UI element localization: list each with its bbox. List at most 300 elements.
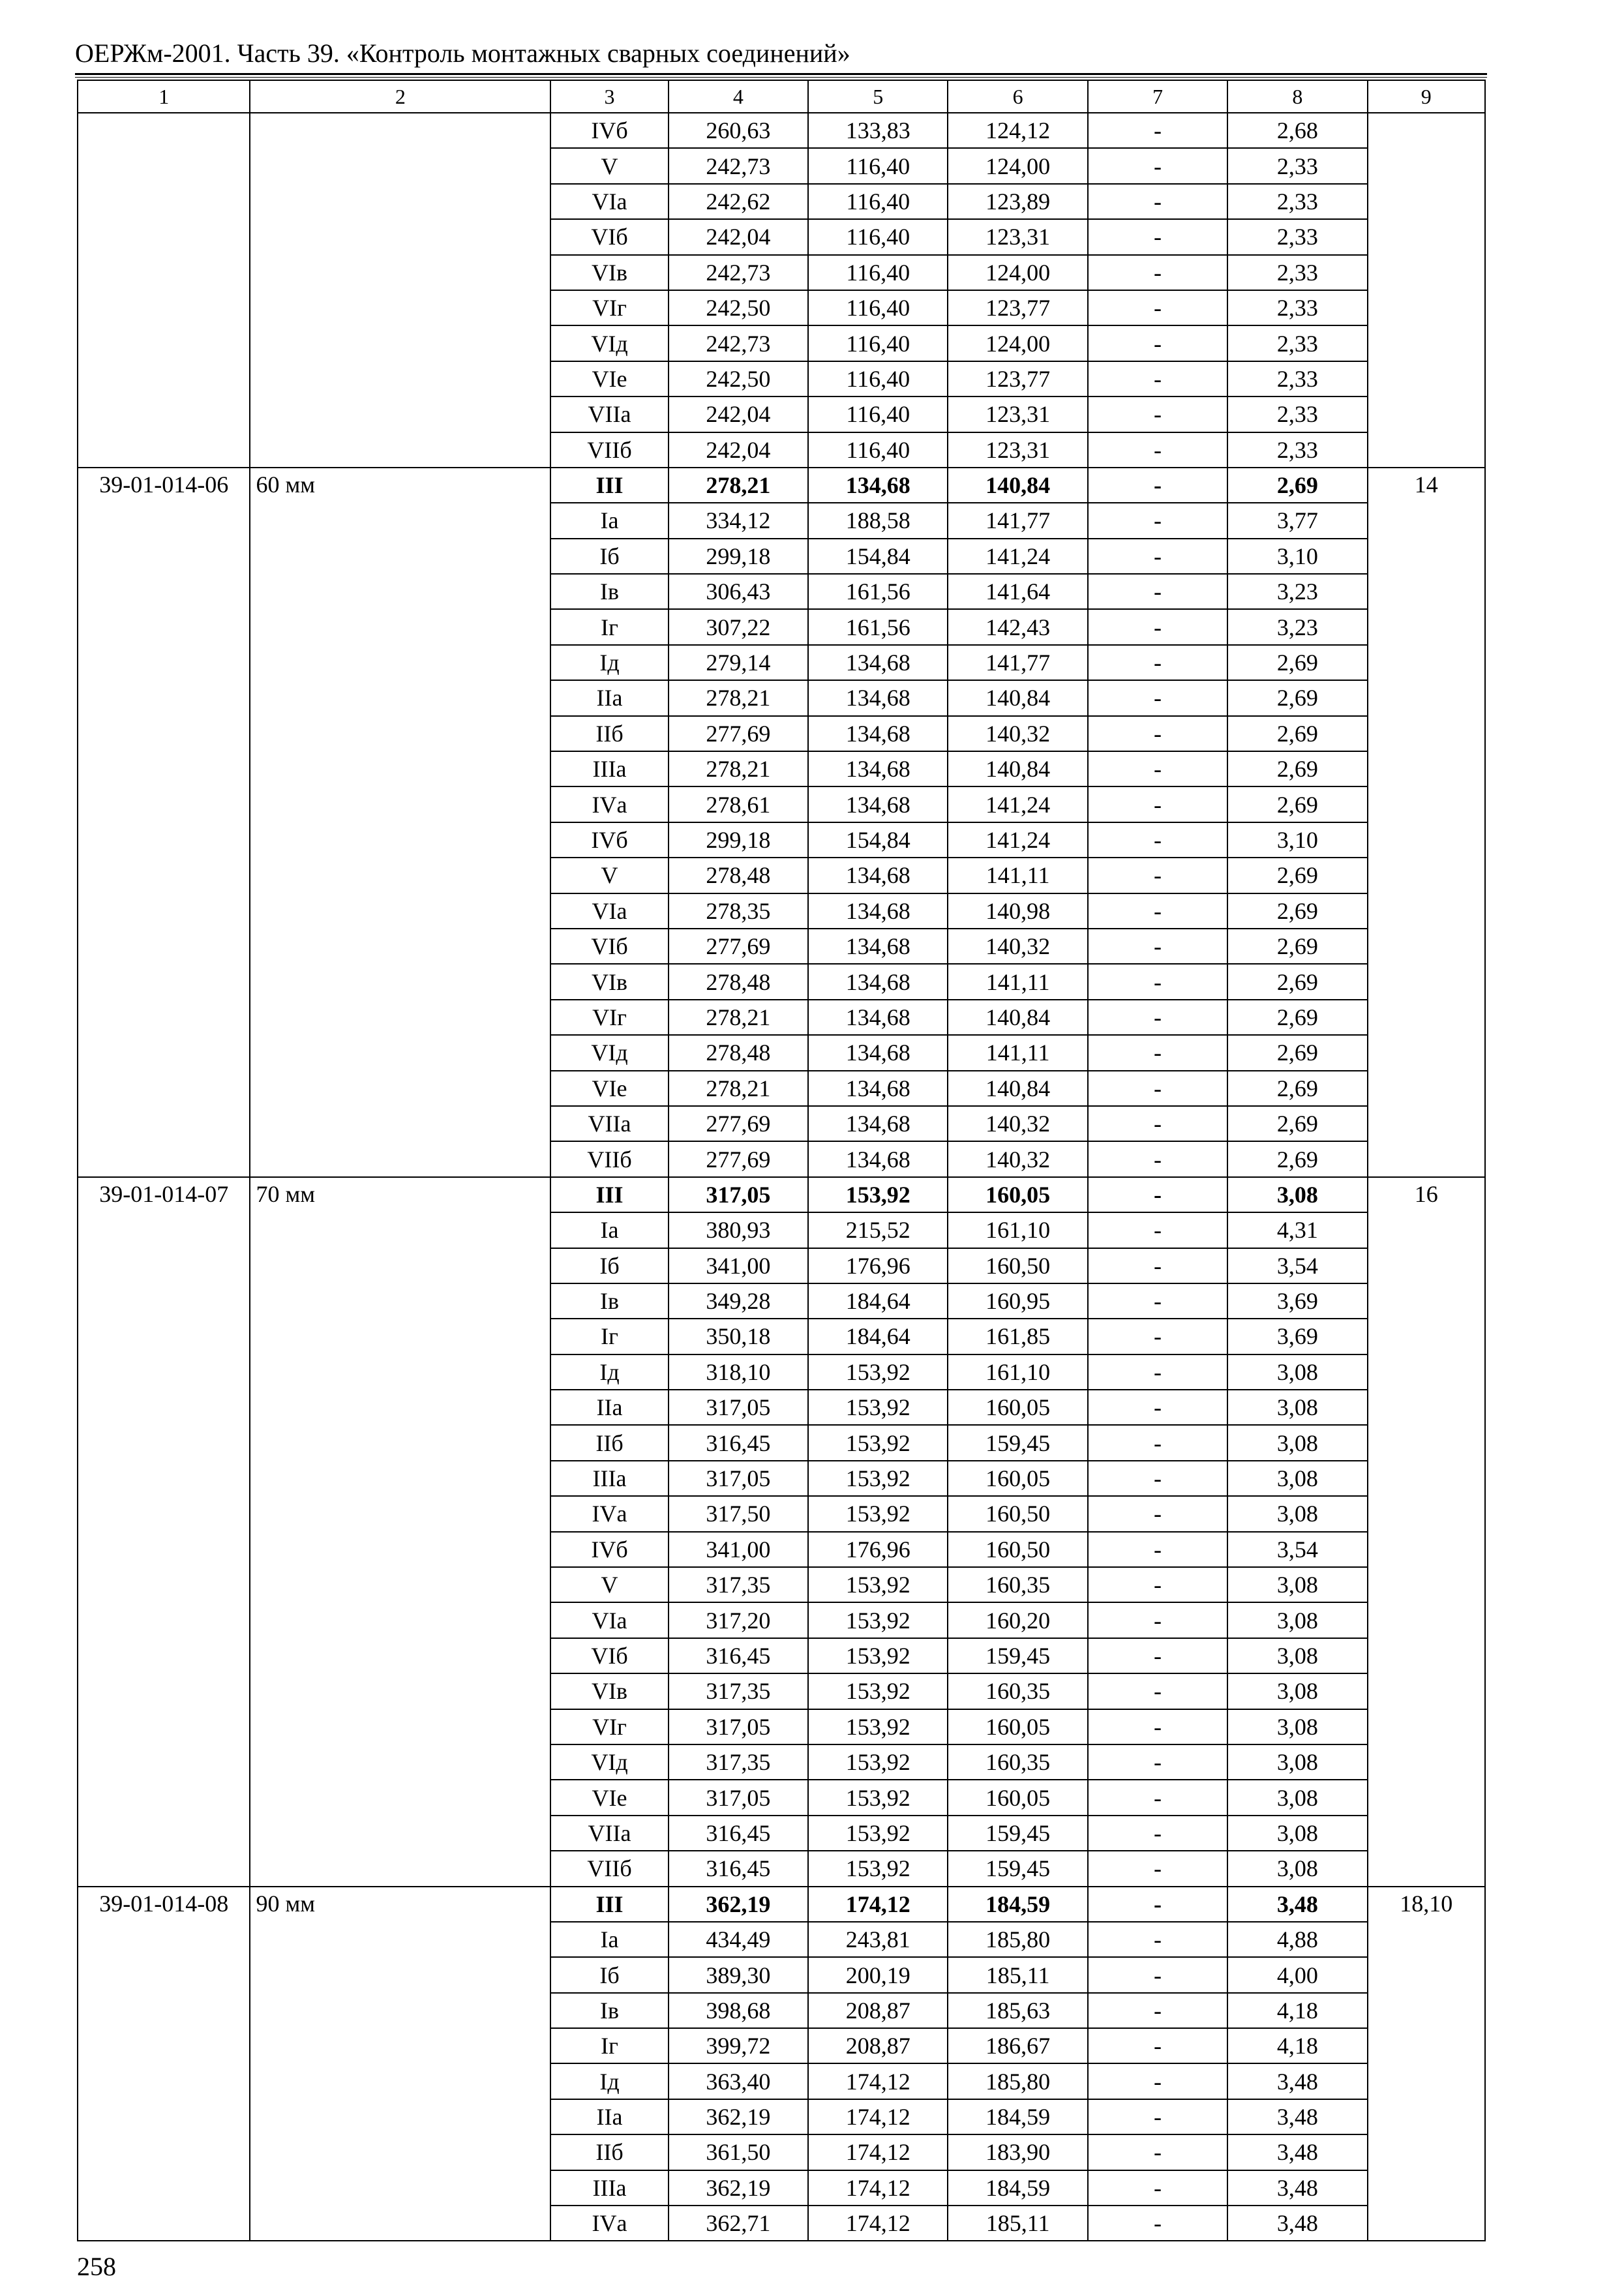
category-cell: VIв [550, 255, 668, 290]
value-cell: 153,92 [808, 1780, 948, 1815]
value-cell: 134,68 [808, 1106, 948, 1141]
value-cell: - [1088, 1532, 1227, 1567]
value-cell: - [1088, 1744, 1227, 1780]
value-cell: 306,43 [669, 574, 808, 609]
value-cell: 3,10 [1227, 539, 1367, 574]
value-cell: 317,35 [669, 1744, 808, 1780]
value-cell: 134,68 [808, 786, 948, 822]
value-cell: 2,33 [1227, 290, 1367, 325]
value-cell: - [1088, 2099, 1227, 2134]
value-cell: 2,33 [1227, 219, 1367, 254]
value-cell: 116,40 [808, 361, 948, 396]
extra-cell: 14 [1368, 468, 1485, 1177]
value-cell: 141,77 [948, 503, 1087, 538]
value-cell: 4,18 [1227, 2028, 1367, 2063]
value-cell: 184,64 [808, 1283, 948, 1319]
value-cell: - [1088, 432, 1227, 468]
value-cell: 242,50 [669, 290, 808, 325]
value-cell: - [1088, 1957, 1227, 1992]
value-cell: 134,68 [808, 468, 948, 503]
value-cell: 2,69 [1227, 1000, 1367, 1035]
category-cell: VIд [550, 325, 668, 361]
value-cell: 200,19 [808, 1957, 948, 1992]
value-cell: 159,45 [948, 1816, 1087, 1851]
value-cell: 299,18 [669, 822, 808, 858]
value-cell: - [1088, 1496, 1227, 1531]
table-row [78, 468, 1485, 503]
value-cell: 317,50 [669, 1496, 808, 1531]
value-cell: 277,69 [669, 716, 808, 751]
category-cell: Iб [550, 1248, 668, 1283]
header-rule-thin [75, 77, 1487, 78]
value-cell: 3,54 [1227, 1248, 1367, 1283]
category-cell: IVб [550, 1532, 668, 1567]
value-cell: - [1088, 1425, 1227, 1460]
value-cell: - [1088, 1071, 1227, 1106]
value-cell: 184,59 [948, 2170, 1087, 2206]
value-cell: 278,21 [669, 751, 808, 786]
column-number: 5 [808, 80, 948, 113]
value-cell: 174,12 [808, 2099, 948, 2134]
category-cell: Iб [550, 1957, 668, 1992]
extra-cell: 16 [1368, 1177, 1485, 1887]
value-cell: 174,12 [808, 2063, 948, 2099]
category-cell: IIа [550, 1390, 668, 1425]
value-cell: - [1088, 1390, 1227, 1425]
value-cell: 3,48 [1227, 2206, 1367, 2241]
value-cell: 434,49 [669, 1922, 808, 1957]
value-cell: - [1088, 1922, 1227, 1957]
value-cell: 185,80 [948, 1922, 1087, 1957]
value-cell: - [1088, 1461, 1227, 1496]
category-cell: Iд [550, 1354, 668, 1390]
category-cell: IVа [550, 786, 668, 822]
value-cell: - [1088, 1035, 1227, 1070]
value-cell: 153,92 [808, 1390, 948, 1425]
value-cell: - [1088, 1319, 1227, 1354]
value-cell: 3,54 [1227, 1532, 1367, 1567]
value-cell: 123,77 [948, 361, 1087, 396]
category-cell: VIа [550, 893, 668, 929]
value-cell: 380,93 [669, 1212, 808, 1248]
value-cell: 2,69 [1227, 786, 1367, 822]
value-cell: 140,84 [948, 468, 1087, 503]
value-cell: - [1088, 716, 1227, 751]
value-cell: 317,05 [669, 1461, 808, 1496]
table-row [78, 1177, 1485, 1212]
value-cell: 399,72 [669, 2028, 808, 2063]
value-cell: - [1088, 751, 1227, 786]
value-cell: - [1088, 396, 1227, 432]
value-cell: 124,00 [948, 148, 1087, 183]
value-cell: 277,69 [669, 1141, 808, 1176]
header-rule [75, 73, 1487, 75]
value-cell: 278,48 [669, 858, 808, 893]
value-cell: - [1088, 1780, 1227, 1815]
value-cell: 307,22 [669, 609, 808, 644]
value-cell: - [1088, 325, 1227, 361]
value-cell: 134,68 [808, 1000, 948, 1035]
value-cell: - [1088, 148, 1227, 183]
value-cell: 362,19 [669, 2170, 808, 2206]
value-cell: 349,28 [669, 1283, 808, 1319]
value-cell: 160,50 [948, 1248, 1087, 1283]
value-cell: 260,63 [669, 113, 808, 148]
value-cell: 141,24 [948, 822, 1087, 858]
value-cell: - [1088, 645, 1227, 680]
value-cell: 154,84 [808, 539, 948, 574]
value-cell: 185,11 [948, 1957, 1087, 1992]
value-cell: 317,05 [669, 1780, 808, 1815]
value-cell: 140,32 [948, 1141, 1087, 1176]
value-cell: 2,33 [1227, 432, 1367, 468]
value-cell: - [1088, 184, 1227, 219]
value-cell: 185,63 [948, 1993, 1087, 2028]
category-cell: VIб [550, 219, 668, 254]
value-cell: 159,45 [948, 1851, 1087, 1886]
value-cell: 153,92 [808, 1496, 948, 1531]
value-cell: 184,59 [948, 1887, 1087, 1922]
value-cell: - [1088, 1248, 1227, 1283]
category-cell: Iв [550, 1283, 668, 1319]
value-cell: 3,23 [1227, 609, 1367, 644]
value-cell: 208,87 [808, 1993, 948, 2028]
category-cell: IIIа [550, 751, 668, 786]
category-cell: Iа [550, 1922, 668, 1957]
value-cell: 116,40 [808, 148, 948, 183]
value-cell: 2,69 [1227, 645, 1367, 680]
value-cell: 3,48 [1227, 2063, 1367, 2099]
value-cell: 2,69 [1227, 858, 1367, 893]
value-cell: 2,69 [1227, 1071, 1367, 1106]
value-cell: 242,04 [669, 432, 808, 468]
value-cell: 242,73 [669, 325, 808, 361]
value-cell: 341,00 [669, 1248, 808, 1283]
value-cell: 3,69 [1227, 1283, 1367, 1319]
value-cell: 242,50 [669, 361, 808, 396]
rate-name-cell: 70 мм [250, 1177, 550, 1887]
value-cell: - [1088, 2170, 1227, 2206]
value-cell: 3,48 [1227, 2099, 1367, 2134]
value-cell: 153,92 [808, 1461, 948, 1496]
value-cell: 2,69 [1227, 1035, 1367, 1070]
value-cell: - [1088, 468, 1227, 503]
category-cell: IIб [550, 2134, 668, 2170]
value-cell: - [1088, 503, 1227, 538]
value-cell: - [1088, 786, 1227, 822]
value-cell: 116,40 [808, 219, 948, 254]
category-cell: III [550, 1177, 668, 1212]
value-cell: 176,96 [808, 1248, 948, 1283]
value-cell: 153,92 [808, 1177, 948, 1212]
value-cell: 141,11 [948, 1035, 1087, 1070]
value-cell: - [1088, 1354, 1227, 1390]
value-cell: - [1088, 1887, 1227, 1922]
value-cell: 3,08 [1227, 1177, 1367, 1212]
value-cell: - [1088, 1673, 1227, 1709]
value-cell: 341,00 [669, 1532, 808, 1567]
value-cell: 208,87 [808, 2028, 948, 2063]
value-cell: - [1088, 1567, 1227, 1602]
value-cell: 398,68 [669, 1993, 808, 2028]
value-cell: 134,68 [808, 751, 948, 786]
value-cell: 188,58 [808, 503, 948, 538]
value-cell: 242,04 [669, 396, 808, 432]
value-cell: 4,31 [1227, 1212, 1367, 1248]
value-cell: 3,08 [1227, 1390, 1367, 1425]
column-number: 4 [669, 80, 808, 113]
value-cell: 140,32 [948, 716, 1087, 751]
category-cell: IIб [550, 1425, 668, 1460]
value-cell: 3,08 [1227, 1602, 1367, 1638]
category-cell: Iа [550, 503, 668, 538]
value-cell: 174,12 [808, 2206, 948, 2241]
value-cell: 140,84 [948, 751, 1087, 786]
value-cell: 153,92 [808, 1354, 948, 1390]
category-cell: VIг [550, 290, 668, 325]
value-cell: 124,12 [948, 113, 1087, 148]
value-cell: 160,35 [948, 1744, 1087, 1780]
value-cell: 153,92 [808, 1816, 948, 1851]
value-cell: 161,56 [808, 574, 948, 609]
rate-name-cell [250, 113, 550, 468]
category-cell: VIIб [550, 1851, 668, 1886]
category-cell: VIIа [550, 1106, 668, 1141]
category-cell: VIб [550, 1638, 668, 1673]
value-cell: 316,45 [669, 1851, 808, 1886]
value-cell: 278,48 [669, 1035, 808, 1070]
value-cell: 3,08 [1227, 1816, 1367, 1851]
value-cell: - [1088, 2206, 1227, 2241]
value-cell: 316,45 [669, 1425, 808, 1460]
value-cell: 316,45 [669, 1816, 808, 1851]
value-cell: 141,11 [948, 964, 1087, 999]
value-cell: 141,11 [948, 858, 1087, 893]
value-cell: 174,12 [808, 2134, 948, 2170]
category-cell: IIIа [550, 2170, 668, 2206]
column-number: 7 [1088, 80, 1227, 113]
value-cell: 334,12 [669, 503, 808, 538]
value-cell: 278,21 [669, 1000, 808, 1035]
category-cell: VIд [550, 1744, 668, 1780]
value-cell: 4,88 [1227, 1922, 1367, 1957]
value-cell: 243,81 [808, 1922, 948, 1957]
value-cell: - [1088, 1638, 1227, 1673]
value-cell: 153,92 [808, 1673, 948, 1709]
rate-name-cell: 60 мм [250, 468, 550, 1177]
value-cell: - [1088, 1177, 1227, 1212]
extra-cell: 18,10 [1368, 1887, 1485, 2241]
value-cell: 242,73 [669, 255, 808, 290]
value-cell: 184,59 [948, 2099, 1087, 2134]
value-cell: 242,73 [669, 148, 808, 183]
value-cell: - [1088, 858, 1227, 893]
value-cell: 2,69 [1227, 1141, 1367, 1176]
value-cell: 160,05 [948, 1780, 1087, 1815]
value-cell: 3,48 [1227, 2134, 1367, 2170]
value-cell: 3,08 [1227, 1567, 1367, 1602]
value-cell: 161,85 [948, 1319, 1087, 1354]
value-cell: 160,95 [948, 1283, 1087, 1319]
value-cell: 123,89 [948, 184, 1087, 219]
value-cell: 4,18 [1227, 1993, 1367, 2028]
value-cell: - [1088, 822, 1227, 858]
value-cell: 134,68 [808, 680, 948, 715]
value-cell: 2,69 [1227, 680, 1367, 715]
category-cell: IVб [550, 822, 668, 858]
value-cell: 318,10 [669, 1354, 808, 1390]
category-cell: VIа [550, 1602, 668, 1638]
value-cell: 2,69 [1227, 468, 1367, 503]
value-cell: 154,84 [808, 822, 948, 858]
value-cell: - [1088, 609, 1227, 644]
value-cell: 2,68 [1227, 113, 1367, 148]
value-cell: 2,33 [1227, 396, 1367, 432]
value-cell: 124,00 [948, 325, 1087, 361]
value-cell: 363,40 [669, 2063, 808, 2099]
value-cell: - [1088, 255, 1227, 290]
value-cell: - [1088, 1283, 1227, 1319]
category-cell: Iв [550, 1993, 668, 2028]
category-cell: Iг [550, 2028, 668, 2063]
value-cell: 2,69 [1227, 1106, 1367, 1141]
value-cell: 316,45 [669, 1638, 808, 1673]
value-cell: 133,83 [808, 113, 948, 148]
value-cell: 116,40 [808, 325, 948, 361]
value-cell: 116,40 [808, 432, 948, 468]
value-cell: 3,08 [1227, 1673, 1367, 1709]
value-cell: - [1088, 929, 1227, 964]
value-cell: 3,08 [1227, 1780, 1367, 1815]
value-cell: 350,18 [669, 1319, 808, 1354]
value-cell: 134,68 [808, 1071, 948, 1106]
category-cell: VIе [550, 1780, 668, 1815]
table-row [78, 1887, 1485, 1922]
value-cell: 160,20 [948, 1602, 1087, 1638]
value-cell: 2,69 [1227, 716, 1367, 751]
value-cell: 317,05 [669, 1390, 808, 1425]
value-cell: 116,40 [808, 184, 948, 219]
category-cell: Iа [550, 1212, 668, 1248]
value-cell: 174,12 [808, 1887, 948, 1922]
rate-code-cell [78, 113, 250, 468]
category-cell: VIе [550, 1071, 668, 1106]
value-cell: 389,30 [669, 1957, 808, 1992]
value-cell: 3,23 [1227, 574, 1367, 609]
category-cell: Iг [550, 1319, 668, 1354]
value-cell: 3,08 [1227, 1461, 1367, 1496]
value-cell: 153,92 [808, 1567, 948, 1602]
value-cell: 161,10 [948, 1354, 1087, 1390]
value-cell: 123,31 [948, 432, 1087, 468]
value-cell: 141,77 [948, 645, 1087, 680]
value-cell: 153,92 [808, 1744, 948, 1780]
category-cell: III [550, 1887, 668, 1922]
value-cell: 215,52 [808, 1212, 948, 1248]
value-cell: 2,69 [1227, 964, 1367, 999]
value-cell: - [1088, 219, 1227, 254]
category-cell: Iг [550, 609, 668, 644]
category-cell: IIб [550, 716, 668, 751]
category-cell: VIб [550, 929, 668, 964]
value-cell: 186,67 [948, 2028, 1087, 2063]
category-cell: V [550, 858, 668, 893]
category-cell: VIг [550, 1709, 668, 1744]
category-cell: Iб [550, 539, 668, 574]
table-body [78, 80, 1485, 2241]
value-cell: 160,50 [948, 1496, 1087, 1531]
value-cell: 362,71 [669, 2206, 808, 2241]
value-cell: 3,08 [1227, 1425, 1367, 1460]
value-cell: 4,00 [1227, 1957, 1367, 1992]
page-number: 258 [77, 2252, 116, 2281]
value-cell: 278,35 [669, 893, 808, 929]
value-cell: 153,92 [808, 1709, 948, 1744]
running-header: ОЕРЖм-2001. Часть 39. «Контроль монтажных сварных соединений» [75, 38, 850, 68]
value-cell: 153,92 [808, 1638, 948, 1673]
value-cell: - [1088, 290, 1227, 325]
category-cell: IIа [550, 2099, 668, 2134]
category-cell: VIв [550, 964, 668, 999]
value-cell: 134,68 [808, 964, 948, 999]
value-cell: 134,68 [808, 929, 948, 964]
category-cell: VIIа [550, 396, 668, 432]
category-cell: IIIа [550, 1461, 668, 1496]
value-cell: 161,56 [808, 609, 948, 644]
value-cell: 153,92 [808, 1851, 948, 1886]
value-cell: 123,31 [948, 396, 1087, 432]
value-cell: 159,45 [948, 1425, 1087, 1460]
value-cell: 134,68 [808, 1141, 948, 1176]
category-cell: VIIа [550, 1816, 668, 1851]
value-cell: 141,24 [948, 786, 1087, 822]
value-cell: 2,33 [1227, 184, 1367, 219]
value-cell: 3,48 [1227, 2170, 1367, 2206]
value-cell: 2,33 [1227, 325, 1367, 361]
category-cell: V [550, 1567, 668, 1602]
value-cell: 2,69 [1227, 751, 1367, 786]
value-cell: 116,40 [808, 396, 948, 432]
value-cell: - [1088, 2063, 1227, 2099]
value-cell: 3,10 [1227, 822, 1367, 858]
value-cell: 3,69 [1227, 1319, 1367, 1354]
value-cell: 242,62 [669, 184, 808, 219]
value-cell: 134,68 [808, 1035, 948, 1070]
category-cell: Iв [550, 574, 668, 609]
value-cell: - [1088, 2028, 1227, 2063]
value-cell: 361,50 [669, 2134, 808, 2170]
value-cell: 159,45 [948, 1638, 1087, 1673]
category-cell: IVа [550, 2206, 668, 2241]
value-cell: 160,05 [948, 1709, 1087, 1744]
value-cell: 277,69 [669, 1106, 808, 1141]
value-cell: 278,21 [669, 680, 808, 715]
value-cell: 142,43 [948, 609, 1087, 644]
value-cell: 184,64 [808, 1319, 948, 1354]
value-cell: 278,21 [669, 1071, 808, 1106]
rate-code-cell: 39-01-014-08 [78, 1887, 250, 2241]
rate-name-cell: 90 мм [250, 1887, 550, 2241]
value-cell: 174,12 [808, 2170, 948, 2206]
value-cell: 183,90 [948, 2134, 1087, 2170]
value-cell: 317,35 [669, 1673, 808, 1709]
value-cell: 3,08 [1227, 1638, 1367, 1673]
value-cell: - [1088, 680, 1227, 715]
category-cell: VIг [550, 1000, 668, 1035]
value-cell: 116,40 [808, 290, 948, 325]
value-cell: 2,69 [1227, 893, 1367, 929]
value-cell: 134,68 [808, 858, 948, 893]
